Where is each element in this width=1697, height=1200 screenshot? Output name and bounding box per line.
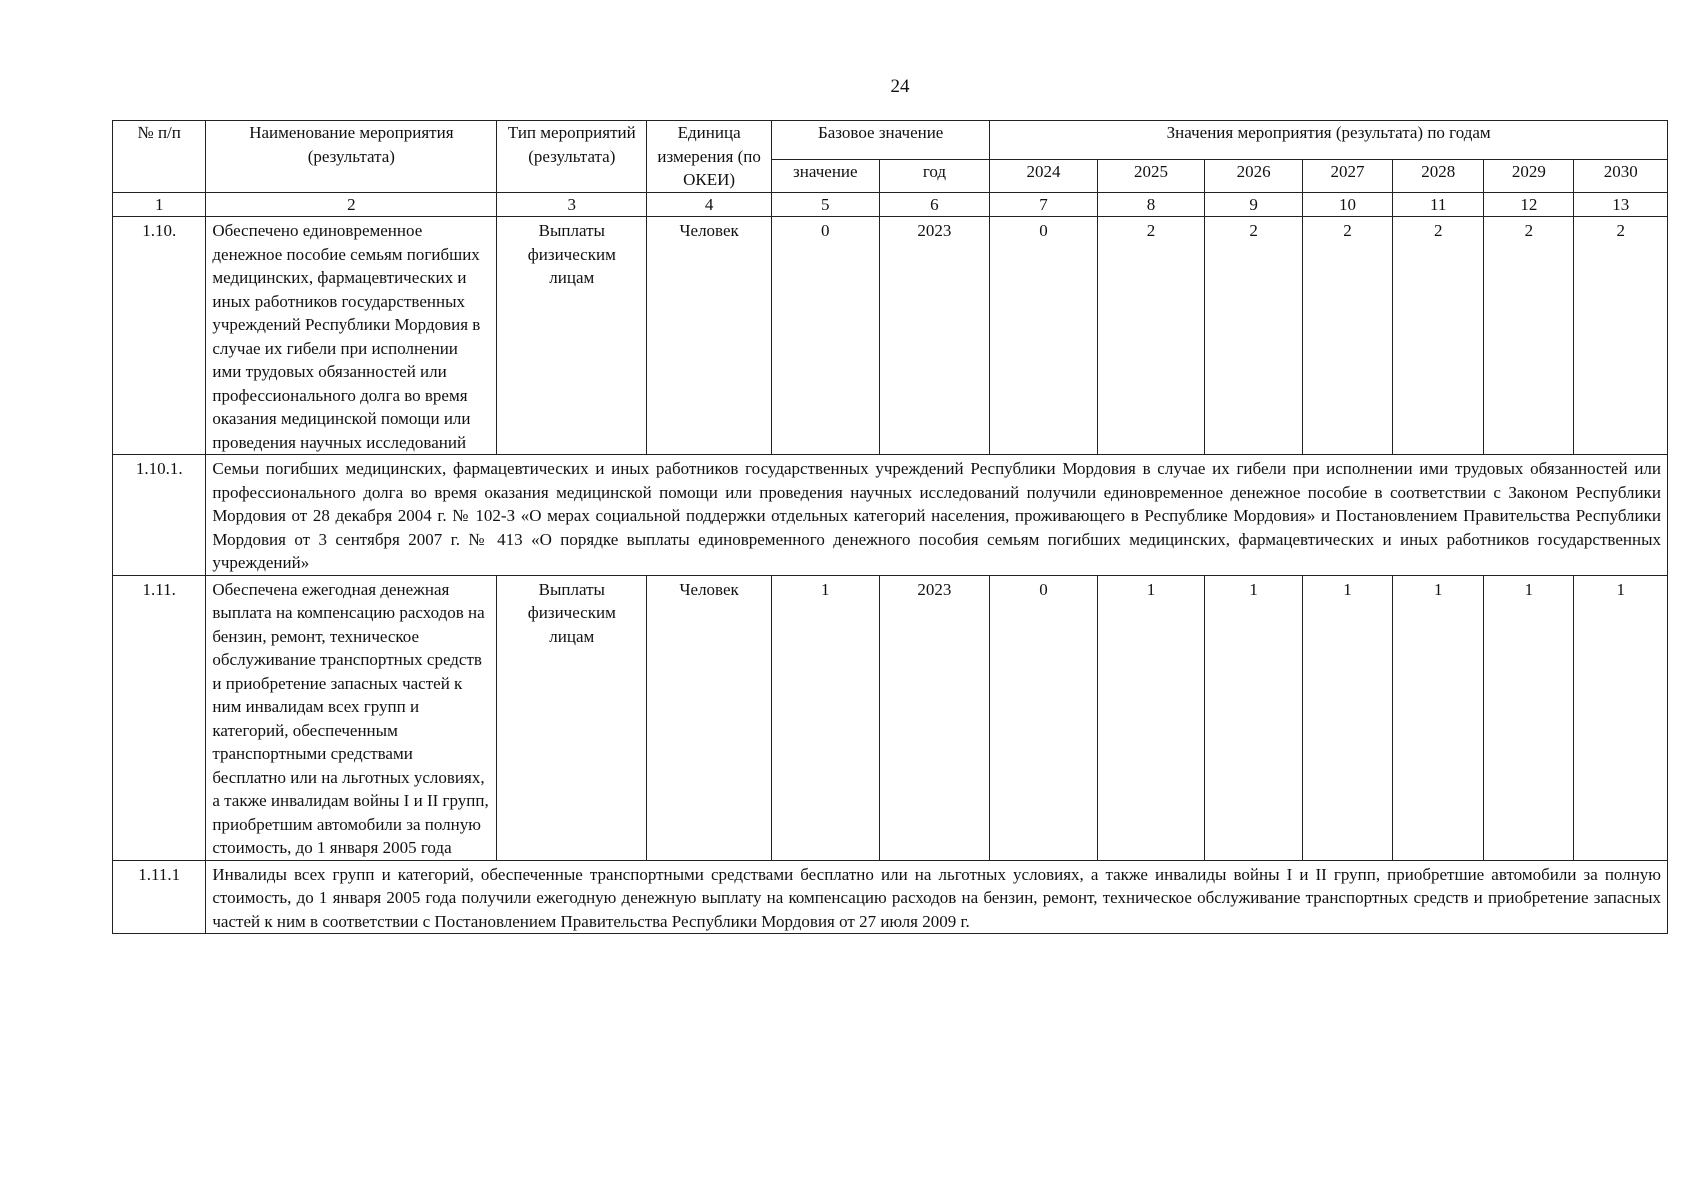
header-year: 2030: [1574, 160, 1668, 193]
year-value: 2: [1303, 217, 1393, 455]
year-value: 2: [1205, 217, 1303, 455]
year-value: 1: [1484, 575, 1574, 860]
table-row-description: [113, 860, 1668, 934]
column-number: 5: [772, 192, 879, 217]
column-number: 7: [990, 192, 1097, 217]
base-value: 1: [772, 575, 879, 860]
column-number: 9: [1205, 192, 1303, 217]
row-number: 1.11.: [113, 575, 206, 860]
column-number: 13: [1574, 192, 1668, 217]
year-value: 1: [1303, 575, 1393, 860]
activity-name: Обеспечена ежегодная денежная выплата на компенсацию расходов на бензин, ремонт, техническое обслуживание транспортных средств и приобретение запасных частей к ним инвалидам всех групп и категорий, обеспеченным транспортными средствами бесплатно или на льготных условиях, а также инвалидам войны I и II групп, приобретшим автомобили за полную стоимость, до 1 января 2005 года: [206, 575, 497, 860]
result-description: Инвалиды всех групп и категорий, обеспеченные транспортными средствами бесплатно или на льготных условиях, а также инвалиды войны I и II групп, приобретшие автомобили за полную стоимость, до 1 января 2005 года получили ежегодную денежную выплату на компенсацию расходов на бензин, ремонт, техническое обслуживание транспортных средств и приобретение запасных частей к ним в соответствии с Постановлением Правительства Республики Мордовия от 27 июля 2009 г.: [206, 860, 1668, 934]
header-col-base: Базовое значение: [772, 121, 990, 160]
activities-table: [112, 120, 1668, 934]
header-year: 2024: [990, 160, 1097, 193]
activity-name: Обеспечено единовременное денежное пособие семьям погибших медицинских, фармацевтических и иных работников государственных учреждений Республики Мордовия в случае их гибели при исполнении ими трудовых обязанностей или профессионального долга во время оказания медицинской помощи или проведения научных исследований: [206, 217, 497, 455]
column-number: 12: [1484, 192, 1574, 217]
base-year: 2023: [879, 575, 990, 860]
row-number: 1.10.1.: [113, 455, 206, 576]
table-row-description: [113, 455, 1668, 576]
row-number: 1.11.1: [113, 860, 206, 934]
table-row: [113, 217, 1668, 455]
year-value: 0: [990, 217, 1097, 455]
column-number: 1: [113, 192, 206, 217]
header-year: 2025: [1097, 160, 1204, 193]
activity-type: Выплаты физическим лицам: [497, 217, 647, 455]
header-col-name: Наименование мероприятия (результата): [206, 121, 497, 193]
unit: Человек: [647, 575, 772, 860]
year-value: 2: [1097, 217, 1204, 455]
column-number: 3: [497, 192, 647, 217]
header-year: 2027: [1303, 160, 1393, 193]
row-number: 1.10.: [113, 217, 206, 455]
year-value: 2: [1484, 217, 1574, 455]
column-number-row: [113, 192, 1668, 217]
column-number: 11: [1393, 192, 1484, 217]
header-col-type: Тип мероприятий (результата): [497, 121, 647, 193]
column-number: 8: [1097, 192, 1204, 217]
column-number: 10: [1303, 192, 1393, 217]
base-value: 0: [772, 217, 879, 455]
year-value: 1: [1097, 575, 1204, 860]
page-number: 24: [890, 76, 910, 97]
year-value: 2: [1574, 217, 1668, 455]
header-sub-value: значение: [772, 160, 879, 193]
column-number: 6: [879, 192, 990, 217]
column-number: 4: [647, 192, 772, 217]
column-number: 2: [206, 192, 497, 217]
header-col-num: № п/п: [113, 121, 206, 193]
header-col-values: Значения мероприятия (результата) по годам: [990, 121, 1668, 160]
activity-type: Выплаты физическим лицам: [497, 575, 647, 860]
header-year: 2028: [1393, 160, 1484, 193]
header-col-unit: Единица измерения (по ОКЕИ): [647, 121, 772, 193]
year-value: 1: [1393, 575, 1484, 860]
base-year: 2023: [879, 217, 990, 455]
year-value: 2: [1393, 217, 1484, 455]
year-value: 0: [990, 575, 1097, 860]
header-row-top: [113, 121, 1668, 160]
year-value: 1: [1205, 575, 1303, 860]
table-row: [113, 575, 1668, 860]
header-year: 2026: [1205, 160, 1303, 193]
header-sub-year: год: [879, 160, 990, 193]
header-year: 2029: [1484, 160, 1574, 193]
unit: Человек: [647, 217, 772, 455]
result-description: Семьи погибших медицинских, фармацевтических и иных работников государственных учреждений Республики Мордовия в случае их гибели при исполнении ими трудовых обязанностей или профессионального долга во время оказания медицинской помощи или проведения научных исследований получили единовременное денежное пособие в соответствии с Законом Республики Мордовия от 28 декабря 2004 г. № 102-З «О мерах социальной поддержки отдельных категорий населения, проживающего в Республике Мордовия» и Постановлением Правительства Республики Мордовия от 3 сентября 2007 г. № 413 «О порядке выплаты единовременного денежного пособия семьям погибших медицинских, фармацевтических и иных работников государственных учреждений»: [206, 455, 1668, 576]
year-value: 1: [1574, 575, 1668, 860]
